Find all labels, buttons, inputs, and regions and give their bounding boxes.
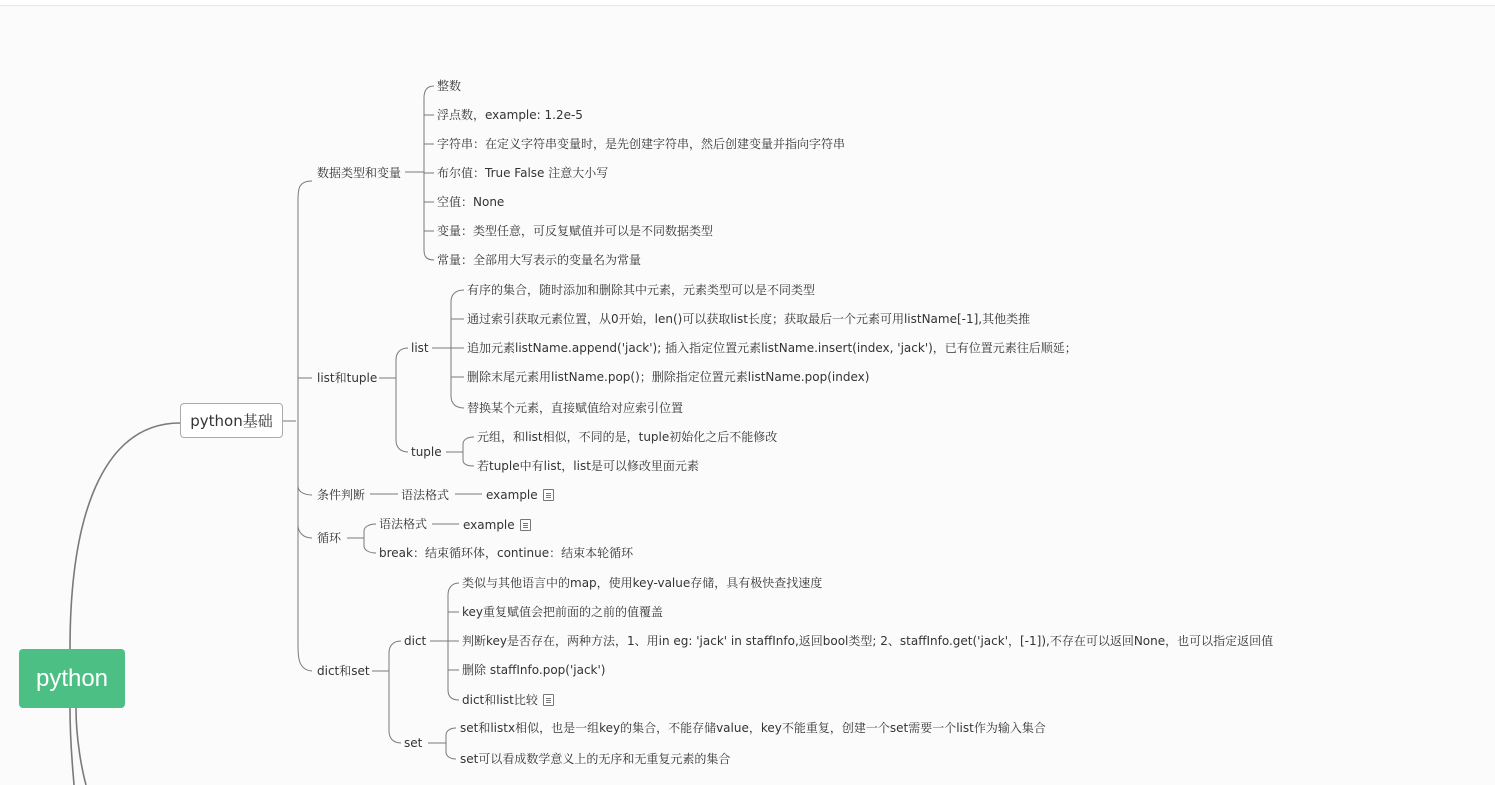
node-python-basics[interactable]: python基础 <box>180 403 283 438</box>
leaf-boolean[interactable]: 布尔值：True False 注意大小写 <box>437 166 609 180</box>
dict-vs-list-label: dict和list比较 <box>462 693 538 707</box>
leaf-set-math[interactable]: set可以看成数学意义上的无序和无重复元素的集合 <box>460 752 731 766</box>
node-condition-syntax[interactable]: 语法格式 <box>401 488 450 502</box>
leaf-tuple-list[interactable]: 若tuple中有list，list是可以修改里面元素 <box>477 459 699 473</box>
node-set[interactable]: set <box>404 736 423 750</box>
leaf-variable[interactable]: 变量：类型任意，可反复赋值并可以是不同数据类型 <box>437 224 714 238</box>
leaf-string[interactable]: 字符串：在定义字符串变量时，是先创建字符串，然后创建变量并指向字符串 <box>437 137 846 151</box>
node-condition[interactable]: 条件判断 <box>317 488 366 502</box>
condition-example-label: example <box>486 488 538 502</box>
node-condition-example[interactable] <box>486 487 554 503</box>
node-tuple[interactable]: tuple <box>411 445 442 459</box>
leaf-break-continue[interactable]: break：结束循环体，continue：结束本轮循环 <box>379 546 634 560</box>
node-loop-example[interactable] <box>463 517 531 533</box>
leaf-list-pop[interactable]: 删除末尾元素用listName.pop()；删除指定位置元素listName.pop(index) <box>467 370 870 384</box>
note-icon[interactable] <box>520 519 531 531</box>
leaf-dict-pop[interactable]: 删除 staffInfo.pop('jack') <box>462 663 606 677</box>
leaf-dict-overwrite[interactable]: key重复赋值会把前面的之前的值覆盖 <box>462 605 664 619</box>
leaf-dict-key-check[interactable]: 判断key是否存在，两种方法，1、用in eg: 'jack' in staffInfo,返回bool类型; 2、staffInfo.get('jack'，[-1]),不存在可以返回None，也可以指定返回值 <box>462 634 1274 648</box>
node-list[interactable]: list <box>411 341 429 355</box>
leaf-float[interactable]: 浮点数，example: 1.2e-5 <box>437 108 583 122</box>
leaf-list-append[interactable]: 追加元素listName.append('jack'); 插入指定位置元素listName.insert(index, 'jack')，已有位置元素往后顺延； <box>467 341 1077 355</box>
node-loop[interactable]: 循环 <box>317 531 342 545</box>
leaf-dict-vs-list[interactable] <box>462 692 554 708</box>
leaf-set-keys[interactable]: set和listx相似，也是一组key的集合，不能存储value，key不能重复，创建一个set需要一个list作为输入集合 <box>460 721 1046 735</box>
leaf-integer[interactable]: 整数 <box>437 79 462 93</box>
leaf-list-index[interactable]: 通过索引获取元素位置，从0开始，len()可以获取list长度；获取最后一个元素可用listName[-1],其他类推 <box>467 312 1031 326</box>
node-dict-set[interactable]: dict和set <box>317 664 370 678</box>
node-dict[interactable]: dict <box>404 634 427 648</box>
loop-example-label: example <box>463 518 515 532</box>
note-icon[interactable] <box>543 489 554 501</box>
leaf-list-replace[interactable]: 替换某个元素，直接赋值给对应索引位置 <box>467 401 684 415</box>
node-list-tuple[interactable]: list和tuple <box>317 371 378 385</box>
leaf-tuple-immutable[interactable]: 元组，和list相似，不同的是，tuple初始化之后不能修改 <box>477 430 778 444</box>
leaf-list-ordered[interactable]: 有序的集合，随时添加和删除其中元素，元素类型可以是不同类型 <box>467 283 816 297</box>
leaf-constant[interactable]: 常量：全部用大写表示的变量名为常量 <box>437 253 642 267</box>
note-icon[interactable] <box>543 694 554 706</box>
node-loop-syntax[interactable]: 语法格式 <box>379 517 428 531</box>
leaf-dict-map[interactable]: 类似与其他语言中的map，使用key-value存储，具有极快查找速度 <box>462 576 823 590</box>
leaf-none[interactable]: 空值：None <box>437 195 505 209</box>
root-node[interactable]: python <box>19 649 125 708</box>
node-data-types[interactable]: 数据类型和变量 <box>317 166 402 180</box>
